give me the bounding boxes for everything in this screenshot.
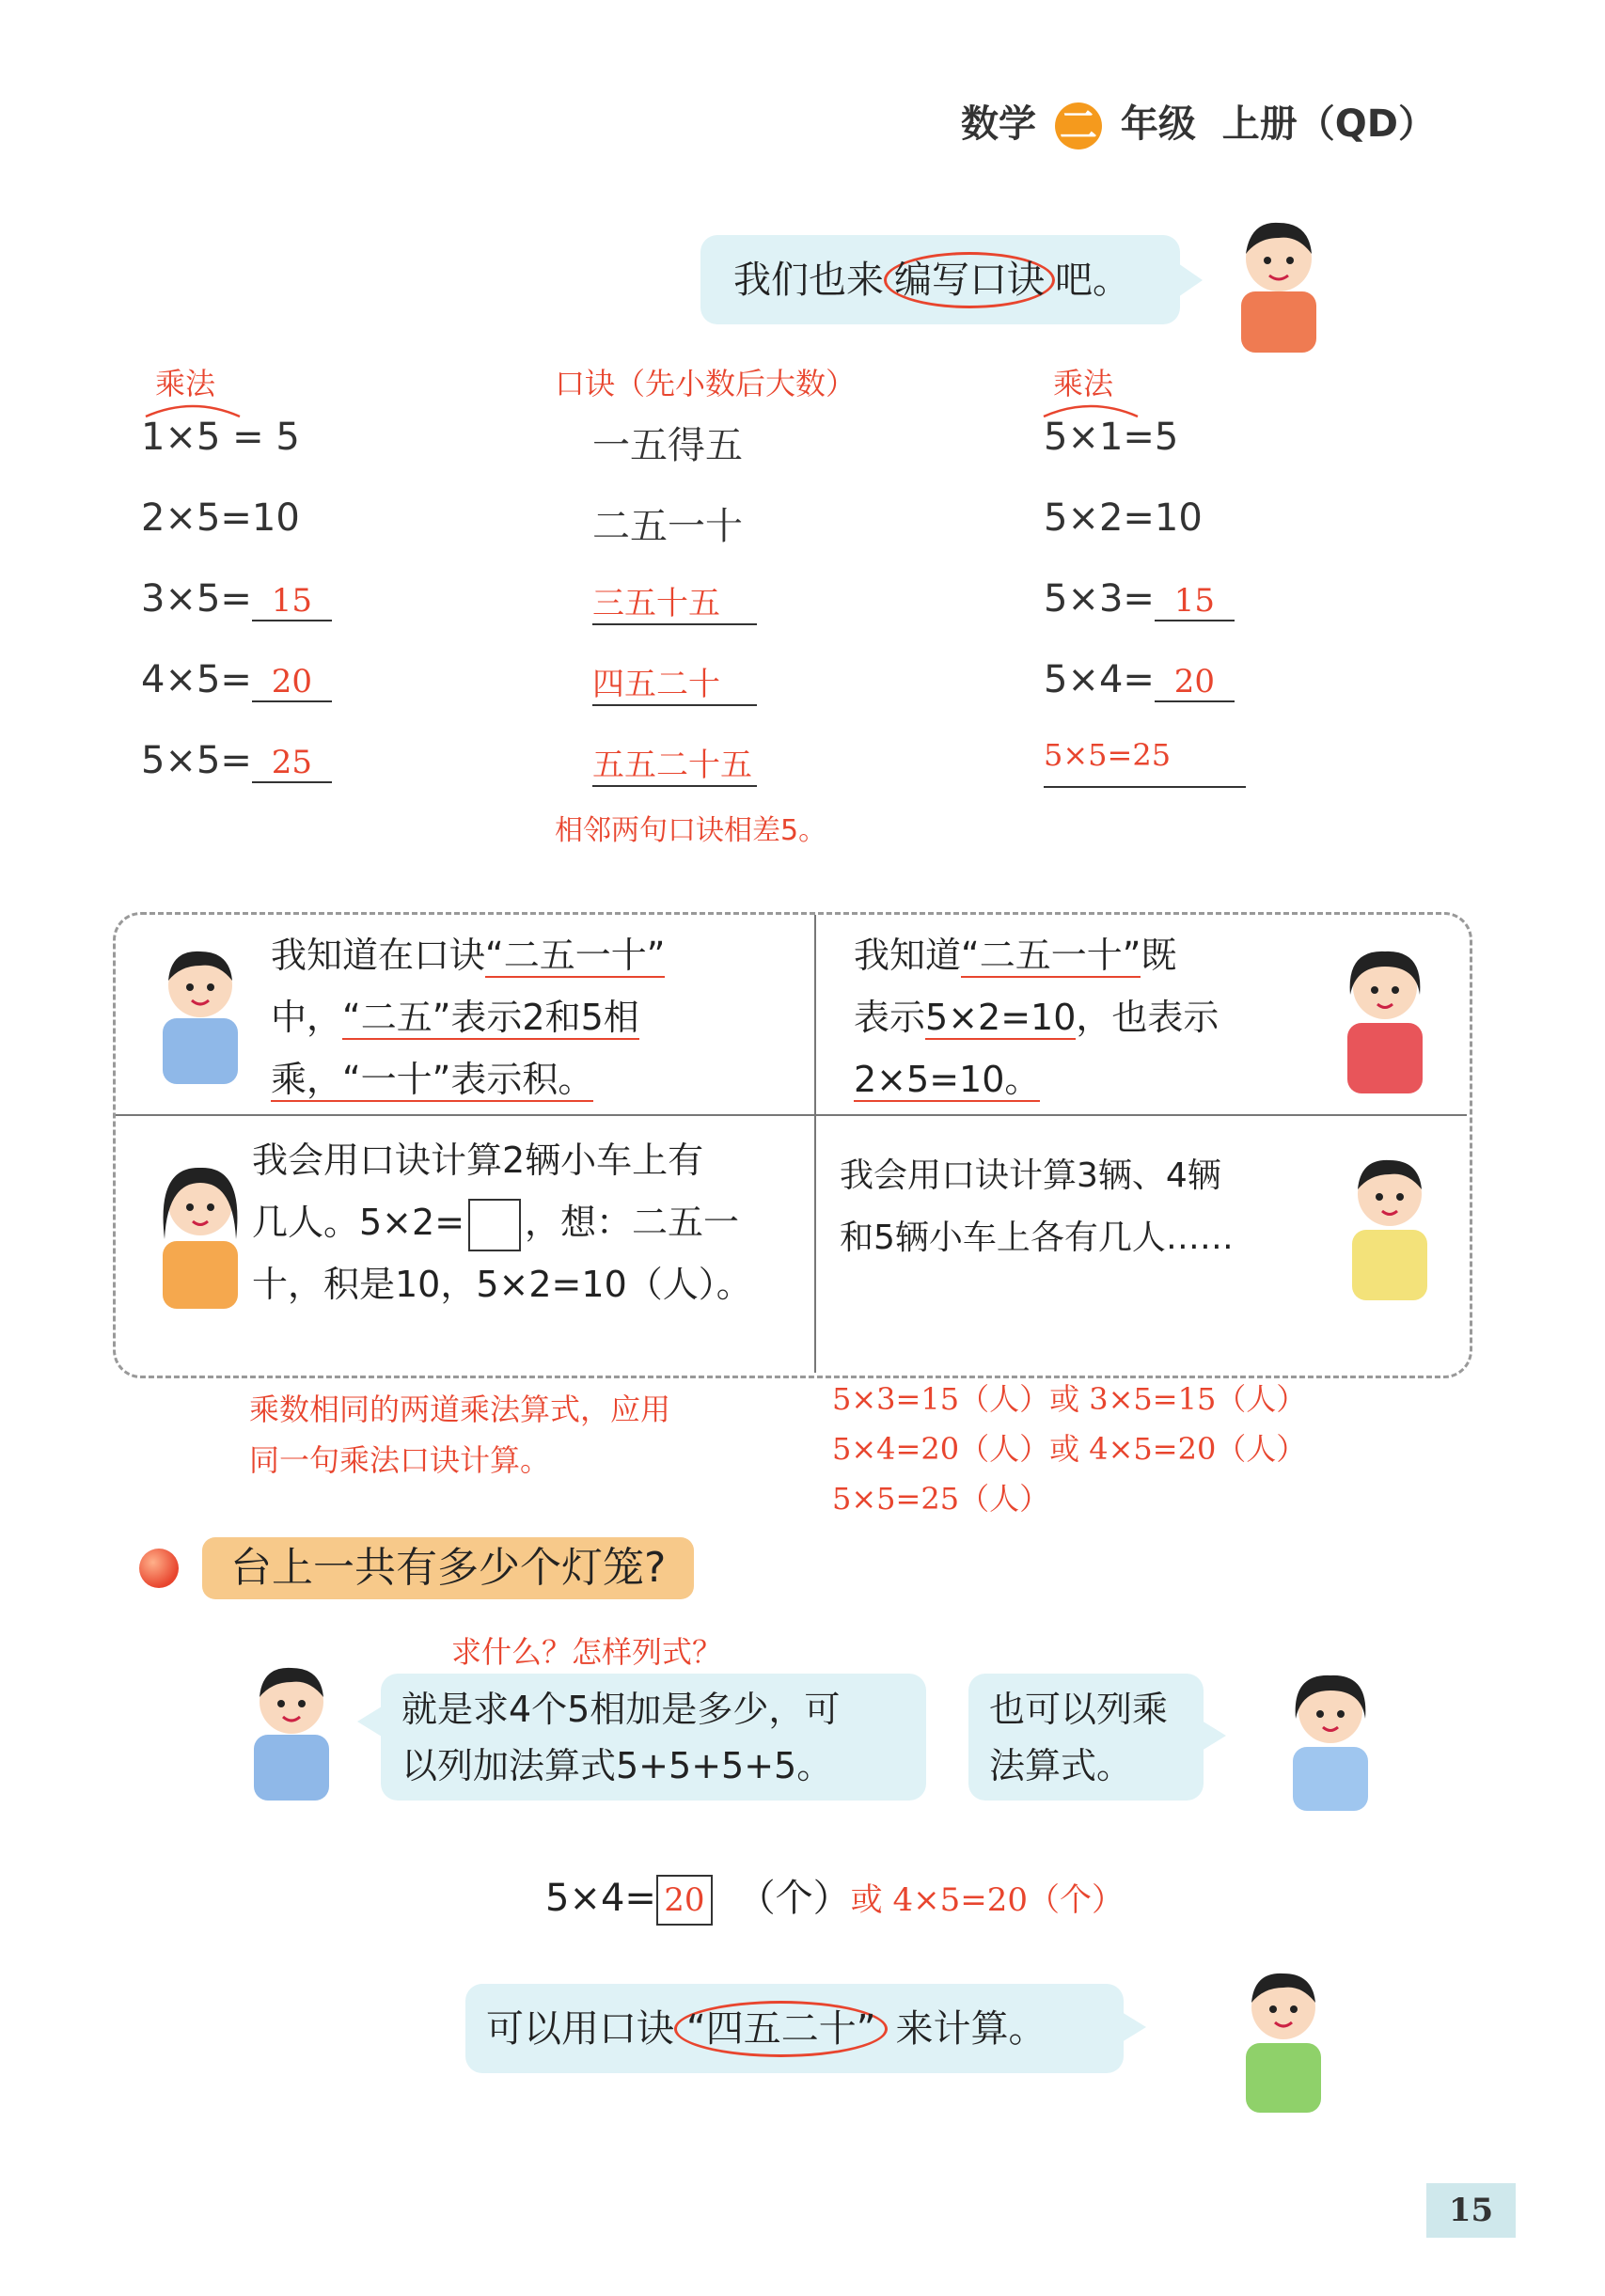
- notes-left-2: 同一句乘法口诀计算。: [249, 1442, 551, 1478]
- row-3-right-answer: 15: [1155, 582, 1235, 621]
- section-bullet-icon: [139, 1549, 179, 1588]
- tl-l2b: “二五”表示2和5相: [342, 997, 639, 1038]
- mid-column-label: 口诀（先小数后大数）: [555, 366, 857, 401]
- notes-left: [249, 1384, 670, 1486]
- notes-right: [832, 1375, 1306, 1524]
- boy-illustration: [1222, 212, 1335, 353]
- intro-bubble: [700, 235, 1180, 324]
- row-4-mid: [592, 658, 757, 706]
- row-1-left: 1×5 = 5: [141, 416, 300, 459]
- bl-l2a: 几人。5×2=: [252, 1202, 465, 1243]
- row-4-left: [141, 658, 332, 702]
- row-5-right-answer: 5×5=25: [1044, 737, 1246, 788]
- multiplication-l1: 也可以列乘: [989, 1689, 1169, 1730]
- intro-post: 吧。: [1055, 259, 1130, 302]
- girl-orange-illustration: [139, 1155, 261, 1314]
- grade-suffix: 年级: [1120, 102, 1196, 146]
- girl-blue-illustration: [1269, 1664, 1392, 1815]
- tl-l1a: 我知道在口诀: [271, 935, 486, 976]
- row-5-left: [141, 739, 332, 783]
- multiplication-bubble-tail: [1202, 1721, 1226, 1751]
- ask-note: 求什么？怎样列式？: [451, 1634, 723, 1670]
- row-4-left-answer: 20: [252, 663, 332, 702]
- notes-right-2: 5×4=20（人）或 4×5=20（人）: [832, 1431, 1307, 1467]
- br-text: [840, 1145, 1329, 1269]
- final-bubble: [465, 1984, 1124, 2073]
- addition-l2: 以列加法算式5+5+5+5。: [401, 1745, 833, 1786]
- row-5-mid-answer: 五五二十五: [592, 739, 757, 787]
- page-number: 15: [1426, 2183, 1516, 2238]
- tl-l2a: 中，: [271, 997, 343, 1038]
- equation-answer-box: 20: [656, 1875, 713, 1926]
- multiplication-l2: 法算式。: [989, 1745, 1133, 1786]
- intro-circled: 编写口诀: [884, 252, 1055, 308]
- grade-badge: 二: [1055, 102, 1102, 149]
- row-4-right: [1044, 658, 1235, 702]
- final-post: 来计算。: [895, 2007, 1046, 2051]
- row-1-right: 5×1=5: [1044, 416, 1179, 459]
- equation: [545, 1868, 1124, 1926]
- tr-l1b: “二五一十”: [961, 935, 1141, 976]
- section-title-text: 台上一共有多少个灯笼?: [230, 1544, 667, 1592]
- boy-blue-illustration-2: [230, 1655, 353, 1805]
- equation-alt: 或 4×5=20（个）: [850, 1881, 1124, 1919]
- row-4-right-answer: 20: [1155, 663, 1235, 702]
- notes-right-1: 5×3=15（人）或 3×5=15（人）: [832, 1381, 1307, 1417]
- page-header: [961, 94, 1436, 149]
- boy-blue-illustration: [139, 938, 261, 1089]
- br-l1: 我会用口诀计算3辆、4辆: [840, 1156, 1221, 1195]
- addition-bubble: [381, 1674, 926, 1801]
- intro-bubble-tail: [1178, 263, 1203, 297]
- tr-l2b: 5×2=10: [925, 997, 1077, 1038]
- notes-left-1: 乘数相同的两道乘法算式，应用: [249, 1392, 671, 1427]
- row-3-left-question: 3×5=: [141, 577, 252, 621]
- row-4-right-question: 5×4=: [1044, 658, 1155, 701]
- bl-answer-box: [468, 1199, 521, 1251]
- row-5-mid: [592, 739, 757, 787]
- row-1-mid: 一五得五: [592, 424, 743, 467]
- tr-text: [854, 924, 1305, 1110]
- row-3-left-answer: 15: [252, 582, 332, 621]
- volume: 上册（QD）: [1221, 102, 1436, 146]
- row-2-left: 2×5=10: [141, 496, 300, 540]
- bl-text: [252, 1129, 807, 1315]
- addition-bubble-tail: [357, 1706, 382, 1737]
- final-pre: 可以用口诀: [486, 2007, 674, 2051]
- tr-l2c: ，也表示: [1076, 997, 1219, 1038]
- tr-l2a: 表示: [854, 997, 926, 1038]
- tr-l3: 2×5=10。: [854, 1059, 1041, 1100]
- row-3-mid: [592, 577, 757, 625]
- row-3-left: [141, 577, 332, 621]
- boy-yellow-illustration: [1329, 1145, 1451, 1305]
- tl-l3: 乘，“一十”表示积。: [271, 1059, 594, 1100]
- row-2-mid: 二五一十: [592, 505, 743, 548]
- final-circled: “四五二十”: [674, 2001, 888, 2057]
- row-3-right-question: 5×3=: [1044, 577, 1155, 621]
- boy-green-illustration: [1222, 1960, 1345, 2115]
- multiplication-bubble: [968, 1674, 1204, 1801]
- bl-l1: 我会用口诀计算2辆小车上有: [252, 1140, 704, 1181]
- subject: 数学: [960, 102, 1036, 146]
- bl-l2b: ，想：二五一: [525, 1202, 740, 1243]
- left-column-label: 乘法: [155, 366, 216, 401]
- row-4-left-question: 4×5=: [141, 658, 252, 701]
- equation-lhs: 5×4=: [545, 1877, 656, 1920]
- row-3-mid-answer: 三五十五: [592, 577, 757, 625]
- bl-l3: 十，积是10，5×2=10（人）。: [252, 1264, 752, 1305]
- notes-right-3: 5×5=25（人）: [832, 1481, 1050, 1517]
- tr-l1a: 我知道: [854, 935, 962, 976]
- discussion-grid: [113, 912, 1472, 1378]
- tl-l1b: “二五一十”: [485, 935, 666, 976]
- row-5-left-answer: 25: [252, 744, 332, 783]
- right-column-label: 乘法: [1053, 366, 1114, 401]
- row-3-right: [1044, 577, 1235, 621]
- br-l2: 和5辆小车上各有几人……: [840, 1219, 1234, 1257]
- equation-unit: （个）: [737, 1877, 851, 1920]
- tr-l1c: 既: [1141, 935, 1177, 976]
- row-5-left-question: 5×5=: [141, 739, 252, 782]
- section-title: [202, 1537, 694, 1599]
- addition-l1: 就是求4个5相加是多少，可: [401, 1689, 841, 1730]
- girl-red-illustration: [1324, 938, 1446, 1098]
- final-bubble-tail: [1122, 2012, 1146, 2042]
- row-5-right: [1044, 731, 1246, 788]
- intro-pre: 我们也来: [733, 259, 884, 302]
- row-4-mid-answer: 四五二十: [592, 658, 757, 706]
- row-2-right: 5×2=10: [1044, 496, 1203, 540]
- tl-text: [271, 924, 807, 1110]
- row-note: 相邻两句口诀相差5。: [555, 814, 827, 847]
